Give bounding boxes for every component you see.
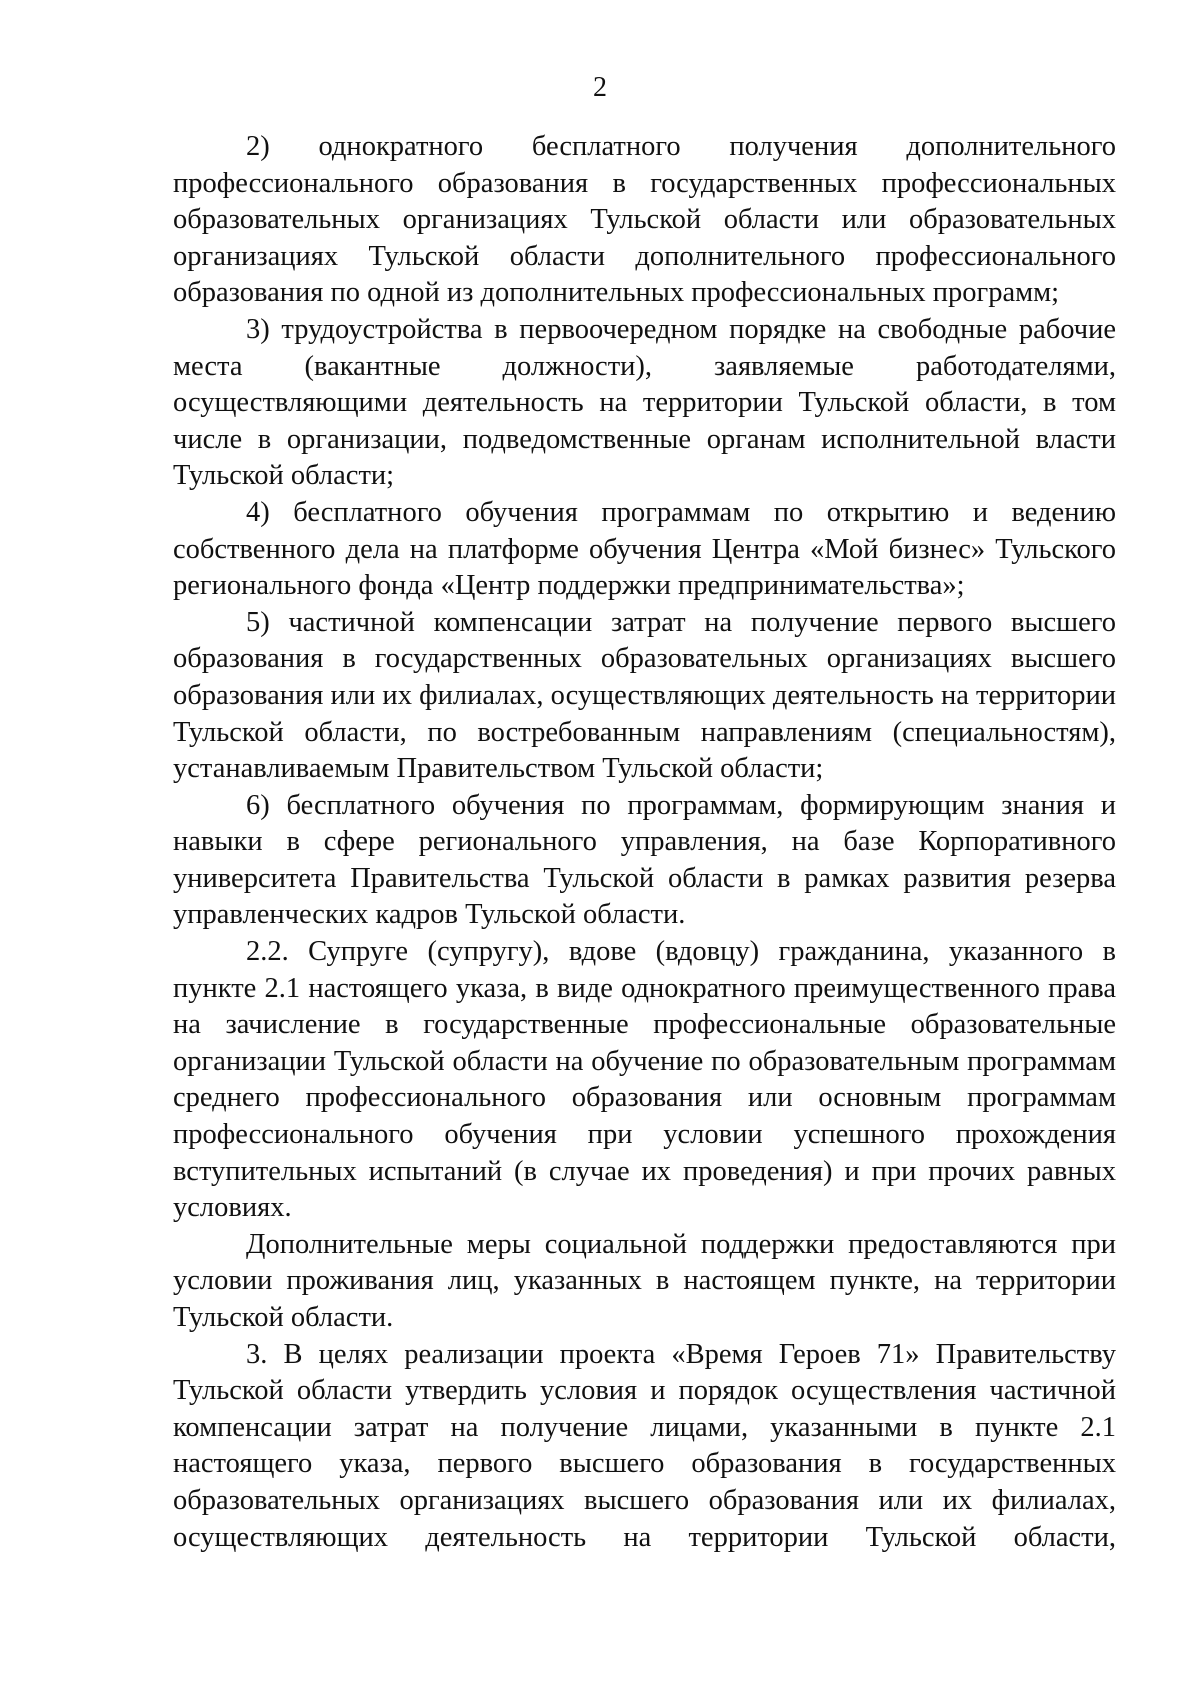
paragraph-clause-3: 3. В целях реализации проекта «Время Героев 71» Правительству Тульской области утвердить условия и порядок осуществления частичной компенсации затрат на получение лицами, указанными в пункте 2.1 настоящего указа, первого высшего образования в государственных образовательных организациях высшего образования или их филиалах, осуществляющих деятельность на территории Тульской области, bbox=[173, 1338, 1116, 1553]
paragraph-clause-2-2: 2.2. Супруге (супругу), вдове (вдовцу) гражданина, указанного в пункте 2.1 настоящего указа, в виде однократного преимущественного права на зачисление в государственные профессиональные образовательные организации Тульской области на обучение по образовательным программам среднего профессионального образования или основным программам профессионального обучения при условии успешного прохождения вступительных испытаний (в случае их проведения) и при прочих равных условиях. bbox=[173, 936, 1116, 1224]
paragraph-item-2: 2) однократного бесплатного получения дополнительного профессионального образования в государственных профессиональных образовательных организациях Тульской области или образовательных организациях Тульской области дополнительного профессионального образования по одной из дополнительных профессиональных программ; bbox=[173, 131, 1116, 309]
page-number: 2 bbox=[593, 72, 607, 103]
paragraph-item-6: 6) бесплатного обучения по программам, формирующим знания и навыки в сфере регионального управления, на базе Корпоративного университета Правительства Тульской области в рамках развития резерва управленческих кадров Тульской области. bbox=[173, 789, 1116, 931]
paragraph-item-5: 5) частичной компенсации затрат на получение первого высшего образования в государственных образовательных организациях высшего образования или их филиалах, осуществляющих деятельность на территории Тульской области, по востребованным направлениям (специальностям), устанавливаемым Правительством Тульской области; bbox=[173, 606, 1116, 785]
paragraph-item-3: 3) трудоустройства в первоочередном порядке на свободные рабочие места (вакантные должности), заявляемые работодателями, осуществляющими деятельность на территории Тульской области, в том числе в организации, подведомственные органам исполнительной власти Тульской области; bbox=[173, 313, 1116, 492]
paragraph-item-4: 4) бесплатного обучения программам по открытию и ведению собственного дела на платформе обучения Центра «Мой бизнес» Тульского регионального фонда «Центр поддержки предпринимательства»; bbox=[173, 496, 1116, 602]
paragraph-additional-measures: Дополнительные меры социальной поддержки предоставляются при условии проживания лиц, указанных в настоящем пункте, на территории Тульской области. bbox=[173, 1228, 1116, 1333]
document-body bbox=[173, 129, 1116, 1556]
